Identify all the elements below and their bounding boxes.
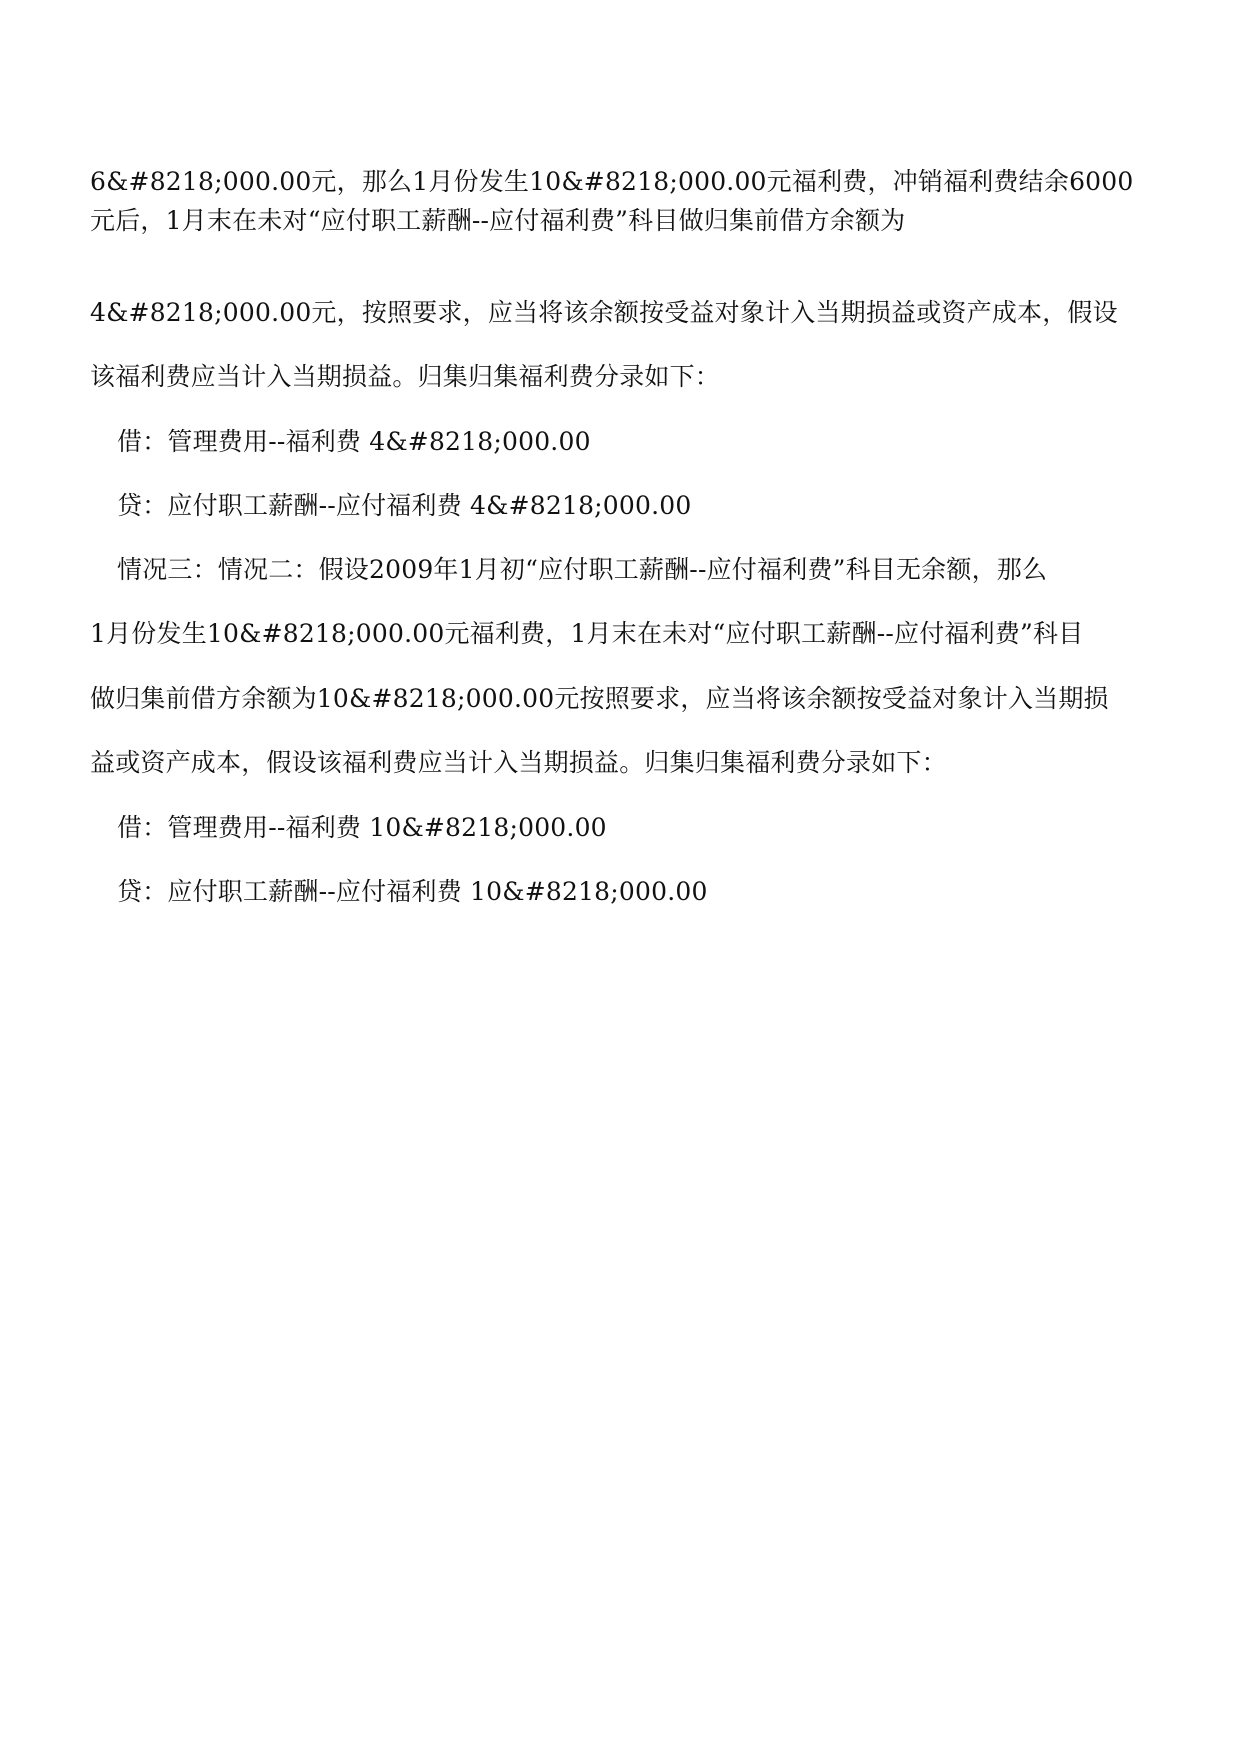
paragraph-line: 做归集前借方余额为10&#8218;000.00元按照要求，应当将该余额按受益对象计入当期损 xyxy=(90,684,1109,713)
credit-entry-line: 贷：应付职工薪酬--应付福利费 10&#8218;000.00 xyxy=(117,877,708,906)
paragraph-line: 1月份发生10&#8218;000.00元福利费，1月末在未对“应付职工薪酬--应付福利费”科目 xyxy=(90,619,1084,648)
paragraph-line: 元后，1月末在未对“应付职工薪酬--应付福利费”科目做归集前借方余额为 xyxy=(90,206,906,235)
paragraph-line: 该福利费应当计入当期损益。归集归集福利费分录如下： xyxy=(90,362,721,391)
paragraph-line: 4&#8218;000.00元，按照要求，应当将该余额按受益对象计入当期损益或资产成本，假设 xyxy=(90,298,1118,327)
debit-entry-line: 借：管理费用--福利费 4&#8218;000.00 xyxy=(117,427,591,456)
debit-entry-line: 借：管理费用--福利费 10&#8218;000.00 xyxy=(117,813,607,842)
paragraph-line: 6&#8218;000.00元，那么1月份发生10&#8218;000.00元福利费，冲销福利费结余6000 xyxy=(90,167,1134,196)
credit-entry-line: 贷：应付职工薪酬--应付福利费 4&#8218;000.00 xyxy=(117,491,692,520)
paragraph-line: 情况三：情况二：假设2009年1月初“应付职工薪酬--应付福利费”科目无余额，那么 xyxy=(117,555,1048,584)
paragraph-line: 益或资产成本，假设该福利费应当计入当期损益。归集归集福利费分录如下： xyxy=(90,748,947,777)
